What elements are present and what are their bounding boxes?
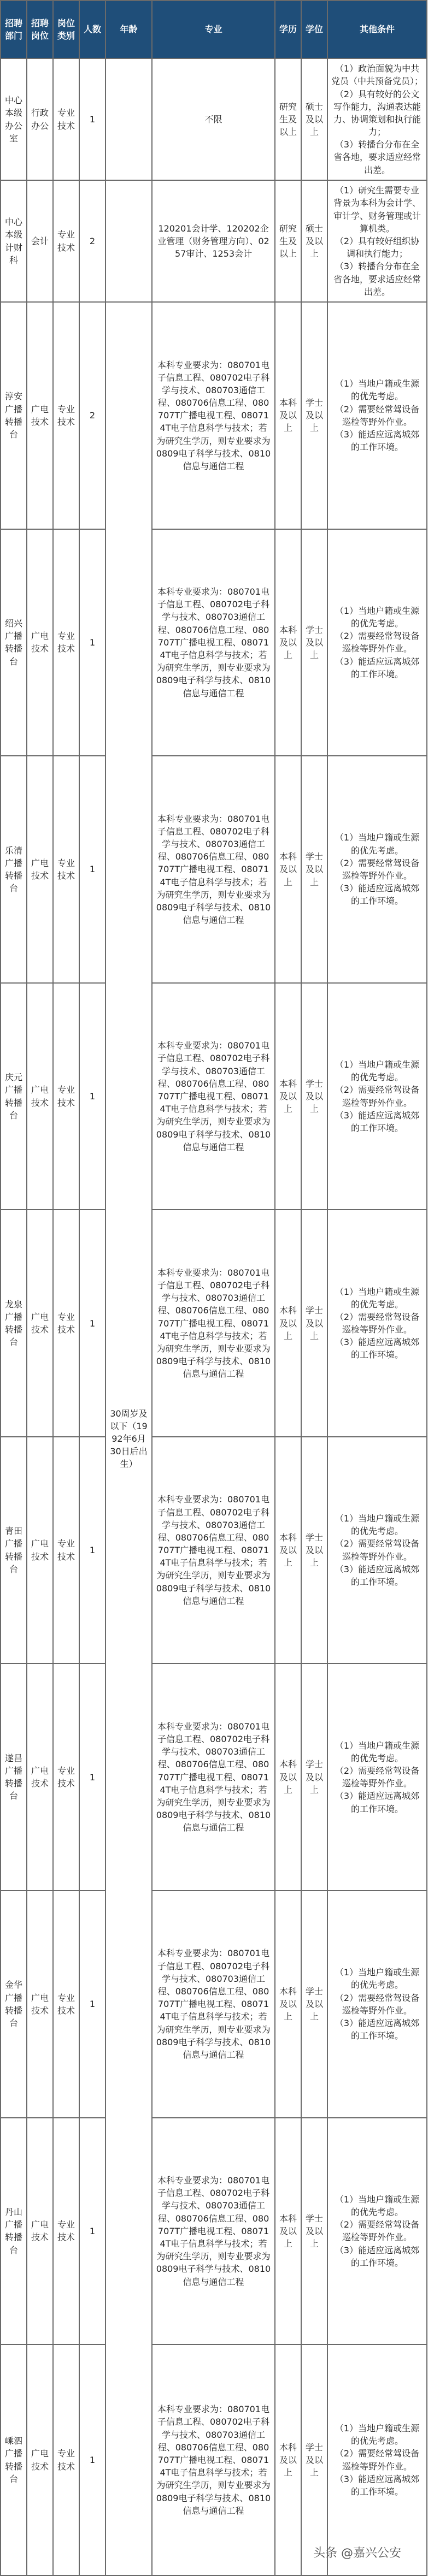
condition-line: （3）能适应远离城郊的工作环境。 (335, 429, 420, 453)
condition-line: （1）当地户籍或生源的优先考虑。 (335, 1059, 420, 1083)
type-cell: 专业技术 (53, 1437, 79, 1664)
condition-line: （3）能适应远离城郊的工作环境。 (335, 2473, 420, 2497)
major-cell: 本科专业要求为：080701电子信息工程、080702电子科学与技术、080703通信工程、080706信息工程、080707T广播电视工程、080714T电子信息科学与技术；若为研究生学历，则专业要求为0809电子科学与技术、0810信息与通信工程 (152, 2118, 275, 2345)
conditions-cell (327, 756, 427, 983)
header-major: 专业 (152, 1, 275, 58)
condition-line: （1）当地户籍或生源的优先考虑。 (335, 1740, 420, 1763)
dept-cell: 青田广播转播台 (1, 1437, 27, 1664)
dept-cell: 丹山广播转播台 (1, 2118, 27, 2345)
edu-cell: 本科及以上 (275, 302, 301, 529)
condition-line: （2）需要经常驾设备巡检等野外作业。 (335, 1311, 420, 1335)
count-cell: 1 (79, 529, 105, 756)
major-cell: 本科专业要求为：080701电子信息工程、080702电子科学与技术、080703通信工程、080706信息工程、080707T广播电视工程、080714T电子信息科学与技术；若为研究生学历，则专业要求为0809电子科学与技术、0810信息与通信工程 (152, 756, 275, 983)
condition-line: （2）具有较好的公文写作能力，沟通表达能力、协调策划和执行能力； (333, 88, 421, 138)
conditions-cell (327, 1663, 427, 1891)
post-cell: 广电技术 (27, 756, 53, 983)
type-cell: 专业技术 (53, 1663, 79, 1891)
dept-cell: 金华广播转播台 (1, 1891, 27, 2118)
degree-cell: 学士及以上 (301, 756, 327, 983)
type-cell: 专业技术 (53, 1210, 79, 1437)
degree-cell: 硕士及以上 (301, 180, 327, 302)
condition-line: （3）能适应远离城郊的工作环境。 (335, 2245, 420, 2268)
condition-line: （1）研究生需要专业背景为本科为会计学、审计学、财务管理或计算机类。 (333, 185, 421, 234)
dept-cell: 绍兴广播转播台 (1, 529, 27, 756)
conditions-cell (327, 180, 427, 302)
dept-cell: 中心本级计财科 (1, 180, 27, 302)
type-cell: 专业技术 (53, 529, 79, 756)
condition-line: （2）需要经常驾设备巡检等野外作业。 (335, 857, 420, 881)
type-cell: 专业技术 (53, 302, 79, 529)
edu-cell: 本科及以上 (275, 756, 301, 983)
conditions-cell (327, 302, 427, 529)
condition-line: （1）当地户籍或生源的优先考虑。 (335, 1513, 420, 1537)
condition-line: （1）政治面貌为中共党员（中共预备党员）； (331, 63, 424, 87)
condition-line: （2）需要经常驾设备巡检等野外作业。 (335, 631, 420, 654)
condition-line: （2）需要经常驾设备巡检等野外作业。 (335, 1085, 420, 1108)
degree-cell: 学士及以上 (301, 1663, 327, 1891)
header-degree: 学位 (301, 1, 327, 58)
count-cell: 1 (79, 2344, 105, 2575)
dept-cell: 遂昌广播转播台 (1, 1663, 27, 1891)
count-cell: 2 (79, 302, 105, 529)
degree-cell: 学士及以上 (301, 302, 327, 529)
post-cell: 广电技术 (27, 2344, 53, 2575)
count-cell: 1 (79, 1437, 105, 1664)
count-cell: 1 (79, 983, 105, 1210)
degree-cell: 学士及以上 (301, 529, 327, 756)
header-type: 岗位类别 (53, 1, 79, 58)
post-cell: 广电技术 (27, 983, 53, 1210)
post-cell: 广电技术 (27, 1437, 53, 1664)
edu-cell: 本科及以上 (275, 1891, 301, 2118)
condition-line: （2）具有较好组织协调和执行能力； (335, 235, 420, 259)
table-row (1, 529, 427, 756)
header-post: 招聘岗位 (27, 1, 53, 58)
type-cell: 专业技术 (53, 2118, 79, 2345)
table-row (1, 58, 427, 180)
header-other: 其他条件 (327, 1, 427, 58)
condition-line: （1）当地户籍或生源的优先考虑。 (335, 2423, 420, 2447)
age-cell: 30周岁及以下（1992年6月30日后出生） (105, 302, 152, 2575)
major-cell: 本科专业要求为：080701电子信息工程、080702电子科学与技术、080703通信工程、080706信息工程、080707T广播电视工程、080714T电子信息科学与技术；若为研究生学历，则专业要求为0809电子科学与技术、0810信息与通信工程 (152, 1891, 275, 2118)
condition-line: （1）当地户籍或生源的优先考虑。 (335, 832, 420, 856)
major-cell: 本科专业要求为：080701电子信息工程、080702电子科学与技术、080703通信工程、080706信息工程、080707T广播电视工程、080714T电子信息科学与技术；若为研究生学历，则专业要求为0809电子科学与技术、0810信息与通信工程 (152, 983, 275, 1210)
count-cell: 2 (79, 180, 105, 302)
table-row (1, 1663, 427, 1891)
major-cell: 本科专业要求为：080701电子信息工程、080702电子科学与技术、080703通信工程、080706信息工程、080707T广播电视工程、080714T电子信息科学与技术；若为研究生学历，则专业要求为0809电子科学与技术、0810信息与通信工程 (152, 302, 275, 529)
degree-cell: 学士及以上 (301, 1891, 327, 2118)
table-row (1, 1210, 427, 1437)
post-cell: 会计 (27, 180, 53, 302)
header-age: 年龄 (105, 1, 152, 58)
condition-line: （2）需要经常驾设备巡检等野外作业。 (335, 1992, 420, 2016)
count-cell: 1 (79, 1210, 105, 1437)
condition-line: （1）当地户籍或生源的优先考虑。 (335, 605, 420, 629)
major-cell: 本科专业要求为：080701电子信息工程、080702电子科学与技术、080703通信工程、080706信息工程、080707T广播电视工程、080714T电子信息科学与技术；若为研究生学历，则专业要求为0809电子科学与技术、0810信息与通信工程 (152, 1437, 275, 1664)
edu-cell: 本科及以上 (275, 1437, 301, 1664)
post-cell: 广电技术 (27, 2118, 53, 2345)
table-row (1, 180, 427, 302)
edu-cell: 本科及以上 (275, 2344, 301, 2575)
dept-cell: 嵊泗广播转播台 (1, 2344, 27, 2575)
table-row (1, 2118, 427, 2345)
post-cell: 广电技术 (27, 302, 53, 529)
type-cell: 专业技术 (53, 2344, 79, 2575)
condition-line: （2）需要经常驾设备巡检等野外作业。 (335, 1766, 420, 1789)
major-cell: 本科专业要求为：080701电子信息工程、080702电子科学与技术、080703通信工程、080706信息工程、080707T广播电视工程、080714T电子信息科学与技术；若为研究生学历，则专业要求为0809电子科学与技术、0810信息与通信工程 (152, 2344, 275, 2575)
condition-line: （2）需要经常驾设备巡检等野外作业。 (335, 2448, 420, 2472)
degree-cell: 硕士及以上 (301, 58, 327, 180)
edu-cell: 本科及以上 (275, 1663, 301, 1891)
condition-line: （3）转播台分布在全省各地，要求适应经常出差。 (333, 139, 421, 175)
conditions-cell (327, 58, 427, 180)
edu-cell: 本科及以上 (275, 529, 301, 756)
condition-line: （2）需要经常驾设备巡检等野外作业。 (335, 2219, 420, 2243)
type-cell: 专业技术 (53, 180, 79, 302)
condition-line: （3）转播台分布在全省各地，要求适应经常出差。 (333, 261, 421, 297)
conditions-cell (327, 529, 427, 756)
count-cell: 1 (79, 58, 105, 180)
header-dept: 招聘部门 (1, 1, 27, 58)
dept-cell: 淳安广播转播台 (1, 302, 27, 529)
degree-cell: 学士及以上 (301, 983, 327, 1210)
conditions-cell (327, 1210, 427, 1437)
type-cell: 专业技术 (53, 756, 79, 983)
watermark: 头条 @嘉兴公安 (313, 2547, 401, 2560)
header-count: 人数 (79, 1, 105, 58)
condition-line: （1）当地户籍或生源的优先考虑。 (335, 378, 420, 402)
count-cell: 1 (79, 1891, 105, 2118)
conditions-cell (327, 2118, 427, 2345)
condition-line: （3）能适应远离城郊的工作环境。 (335, 2017, 420, 2041)
condition-line: （1）当地户籍或生源的优先考虑。 (335, 1967, 420, 1991)
condition-line: （3）能适应远离城郊的工作环境。 (335, 1564, 420, 1588)
post-cell: 广电技术 (27, 529, 53, 756)
table-row (1, 2344, 427, 2575)
edu-cell: 本科及以上 (275, 2118, 301, 2345)
degree-cell: 学士及以上 (301, 2118, 327, 2345)
table-row (1, 302, 427, 529)
table-row (1, 1437, 427, 1664)
post-cell: 广电技术 (27, 1210, 53, 1437)
condition-line: （1）当地户籍或生源的优先考虑。 (335, 2194, 420, 2217)
major-cell: 本科专业要求为：080701电子信息工程、080702电子科学与技术、080703通信工程、080706信息工程、080707T广播电视工程、080714T电子信息科学与技术；若为研究生学历，则专业要求为0809电子科学与技术、0810信息与通信工程 (152, 1663, 275, 1891)
edu-cell: 本科及以上 (275, 1210, 301, 1437)
type-cell: 专业技术 (53, 983, 79, 1210)
condition-line: （3）能适应远离城郊的工作环境。 (335, 1110, 420, 1133)
header-row (1, 1, 427, 58)
age-cell (105, 180, 152, 302)
table-row (1, 983, 427, 1210)
condition-line: （3）能适应远离城郊的工作环境。 (335, 656, 420, 679)
count-cell: 1 (79, 2118, 105, 2345)
edu-cell: 研究生及以上 (275, 180, 301, 302)
condition-line: （2）需要经常驾设备巡检等野外作业。 (335, 404, 420, 427)
count-cell: 1 (79, 756, 105, 983)
conditions-cell (327, 2344, 427, 2575)
edu-cell: 研究生及以上 (275, 58, 301, 180)
post-cell: 广电技术 (27, 1891, 53, 2118)
degree-cell: 学士及以上 (301, 2344, 327, 2575)
conditions-cell (327, 1437, 427, 1664)
dept-cell: 乐清广播转播台 (1, 756, 27, 983)
table-row (1, 1891, 427, 2118)
major-cell: 本科专业要求为：080701电子信息工程、080702电子科学与技术、080703通信工程、080706信息工程、080707T广播电视工程、080714T电子信息科学与技术；若为研究生学历，则专业要求为0809电子科学与技术、0810信息与通信工程 (152, 1210, 275, 1437)
condition-line: （3）能适应远离城郊的工作环境。 (335, 1791, 420, 1814)
conditions-cell (327, 1891, 427, 2118)
degree-cell: 学士及以上 (301, 1437, 327, 1664)
post-cell: 行政办公 (27, 58, 53, 180)
condition-line: （1）当地户籍或生源的优先考虑。 (335, 1286, 420, 1310)
major-cell: 本科专业要求为：080701电子信息工程、080702电子科学与技术、080703通信工程、080706信息工程、080707T广播电视工程、080714T电子信息科学与技术；若为研究生学历，则专业要求为0809电子科学与技术、0810信息与通信工程 (152, 529, 275, 756)
condition-line: （3）能适应远离城郊的工作环境。 (335, 883, 420, 907)
condition-line: （2）需要经常驾设备巡检等野外作业。 (335, 1538, 420, 1562)
age-cell (105, 58, 152, 180)
type-cell: 专业技术 (53, 1891, 79, 2118)
post-cell: 广电技术 (27, 1663, 53, 1891)
dept-cell: 中心本级办公室 (1, 58, 27, 180)
table-row (1, 756, 427, 983)
dept-cell: 龙泉广播转播台 (1, 1210, 27, 1437)
type-cell: 专业技术 (53, 58, 79, 180)
dept-cell: 庆元广播转播台 (1, 983, 27, 1210)
degree-cell: 学士及以上 (301, 1210, 327, 1437)
header-edu: 学历 (275, 1, 301, 58)
edu-cell: 本科及以上 (275, 983, 301, 1210)
condition-line: （3）能适应远离城郊的工作环境。 (335, 1337, 420, 1360)
conditions-cell (327, 983, 427, 1210)
major-cell: 不限 (152, 58, 275, 180)
count-cell: 1 (79, 1663, 105, 1891)
major-cell: 120201会计学、120202企业管理（财务管理方向）、0257审计、1253会计 (152, 180, 275, 302)
